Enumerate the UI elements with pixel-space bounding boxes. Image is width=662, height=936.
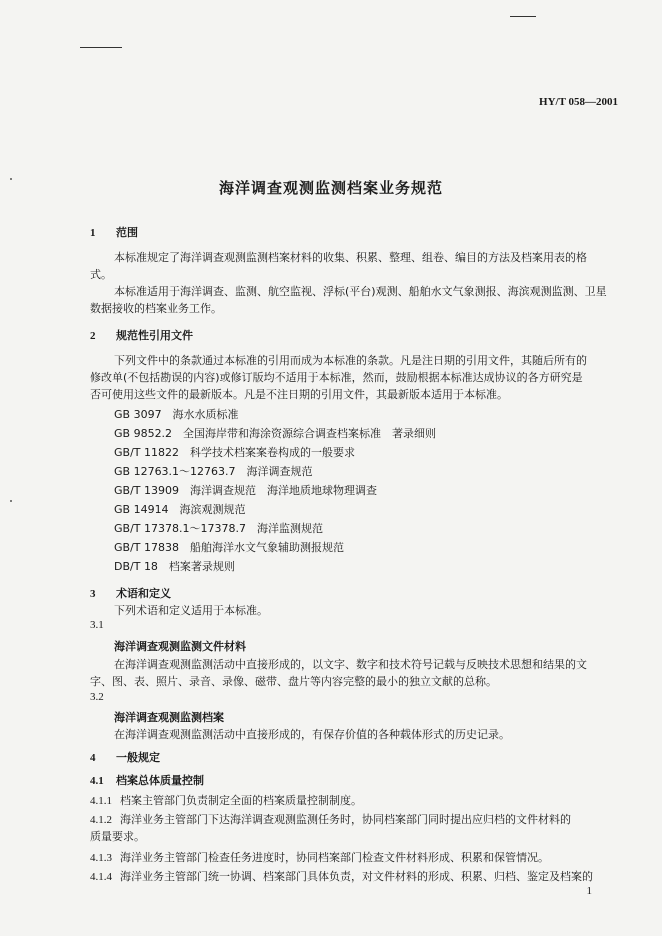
paragraph-line: 式。 [90, 268, 112, 281]
term-name: 海洋调查观测监测文件材料 [114, 640, 246, 653]
reference-item: GB 3097 海水水质标准 [114, 408, 239, 421]
paragraph-line: 质量要求。 [90, 830, 145, 843]
section-number: 3 [90, 588, 96, 600]
clause-number: 4.1.2 [90, 814, 112, 826]
reference-item: GB/T 17378.1～17378.7 海洋监测规范 [114, 522, 323, 535]
document-title: 海洋调查观测监测档案业务规范 [218, 179, 443, 197]
reference-item: GB 14914 海滨观测规范 [114, 503, 246, 516]
paragraph-line: 在海洋调查观测监测活动中直接形成的，有保存价值的各种载体形式的历史记录。 [114, 728, 510, 741]
clause-text: 海洋业务主管部门检查任务进度时，协同档案部门检查文件材料形成、积累和保管情况。 [120, 851, 549, 864]
clause-4-1-4 [90, 868, 593, 884]
section-title: 术语和定义 [116, 587, 171, 600]
page-number: 1 [586, 885, 592, 897]
clause-4-1-2 [90, 811, 571, 827]
reference-item: GB/T 17838 船舶海洋水文气象辅助测报规范 [114, 541, 344, 554]
subsection-4-1-heading [90, 772, 204, 788]
paragraph-line: 否可使用这些文件的最新版本。凡是不注日期的引用文件，其最新版本适用于本标准。 [90, 388, 508, 401]
reference-item: GB/T 11822 科学技术档案案卷构成的一般要求 [114, 446, 355, 459]
clause-text: 档案主管部门负责制定全面的档案质量控制制度。 [120, 794, 362, 807]
paragraph-line: 在海洋调查观测监测活动中直接形成的，以文字、数字和技术符号记载与反映技术思想和结果的文 [114, 658, 587, 671]
reference-item: GB 9852.2 全国海岸带和海涂资源综合调查档案标准 著录细则 [114, 427, 437, 440]
paragraph-line: 修改单(不包括勘误的内容)或修订版均不适用于本标准，然而，鼓励根据本标准达成协议的各方研究是 [90, 371, 583, 384]
term-number: 3.2 [90, 691, 104, 703]
section-4-heading [90, 749, 160, 765]
clause-number: 4.1.1 [90, 795, 112, 807]
header-rule-right [510, 16, 536, 17]
paragraph-line: 下列术语和定义适用于本标准。 [114, 604, 268, 617]
reference-item: GB 12763.1～12763.7 海洋调查规范 [114, 465, 313, 478]
section-title: 一般规定 [116, 751, 160, 764]
paragraph-line: 字、图、表、照片、录音、录像、磁带、盘片等内容完整的最小的独立文献的总称。 [90, 675, 497, 688]
section-number: 4 [90, 752, 96, 764]
subsection-number: 4.1 [90, 775, 104, 787]
term-name: 海洋调查观测监测档案 [114, 711, 224, 724]
section-3-heading [90, 585, 171, 601]
section-1-heading [90, 224, 138, 240]
paragraph-line: 本标准规定了海洋调查观测监测档案材料的收集、积累、整理、组卷、编目的方法及档案用表的格 [114, 251, 587, 264]
clause-text: 海洋业务主管部门统一协调、档案部门具体负责，对文件材料的形成、积累、归档、鉴定及档案的 [120, 870, 593, 883]
section-title: 范围 [116, 226, 138, 239]
clause-4-1-1 [90, 792, 362, 808]
clause-number: 4.1.3 [90, 852, 112, 864]
paragraph-line: 本标准适用于海洋调查、监测、航空监视、浮标(平台)观测、船舶水文气象测报、海滨观测监测、卫星 [114, 285, 607, 298]
standard-code: HY/T 058—2001 [539, 96, 618, 108]
header-rule-left [80, 47, 122, 48]
clause-number: 4.1.4 [90, 871, 112, 883]
section-number: 1 [90, 227, 96, 239]
paragraph-line: 下列文件中的条款通过本标准的引用而成为本标准的条款。凡是注日期的引用文件，其随后所有的 [114, 354, 587, 367]
paragraph-line: 数据接收的档案业务工作。 [90, 302, 222, 315]
scan-speck [10, 500, 12, 502]
section-title: 规范性引用文件 [116, 329, 193, 342]
clause-text: 海洋业务主管部门下达海洋调查观测监测任务时，协同档案部门同时提出应归档的文件材料的 [120, 813, 571, 826]
reference-item: GB/T 13909 海洋调查规范 海洋地质地球物理调查 [114, 484, 377, 497]
reference-item: DB/T 18 档案著录规则 [114, 560, 235, 573]
section-number: 2 [90, 330, 96, 342]
subsection-title: 档案总体质量控制 [116, 774, 204, 787]
term-number: 3.1 [90, 619, 104, 631]
section-2-heading [90, 327, 193, 343]
clause-4-1-3 [90, 849, 549, 865]
